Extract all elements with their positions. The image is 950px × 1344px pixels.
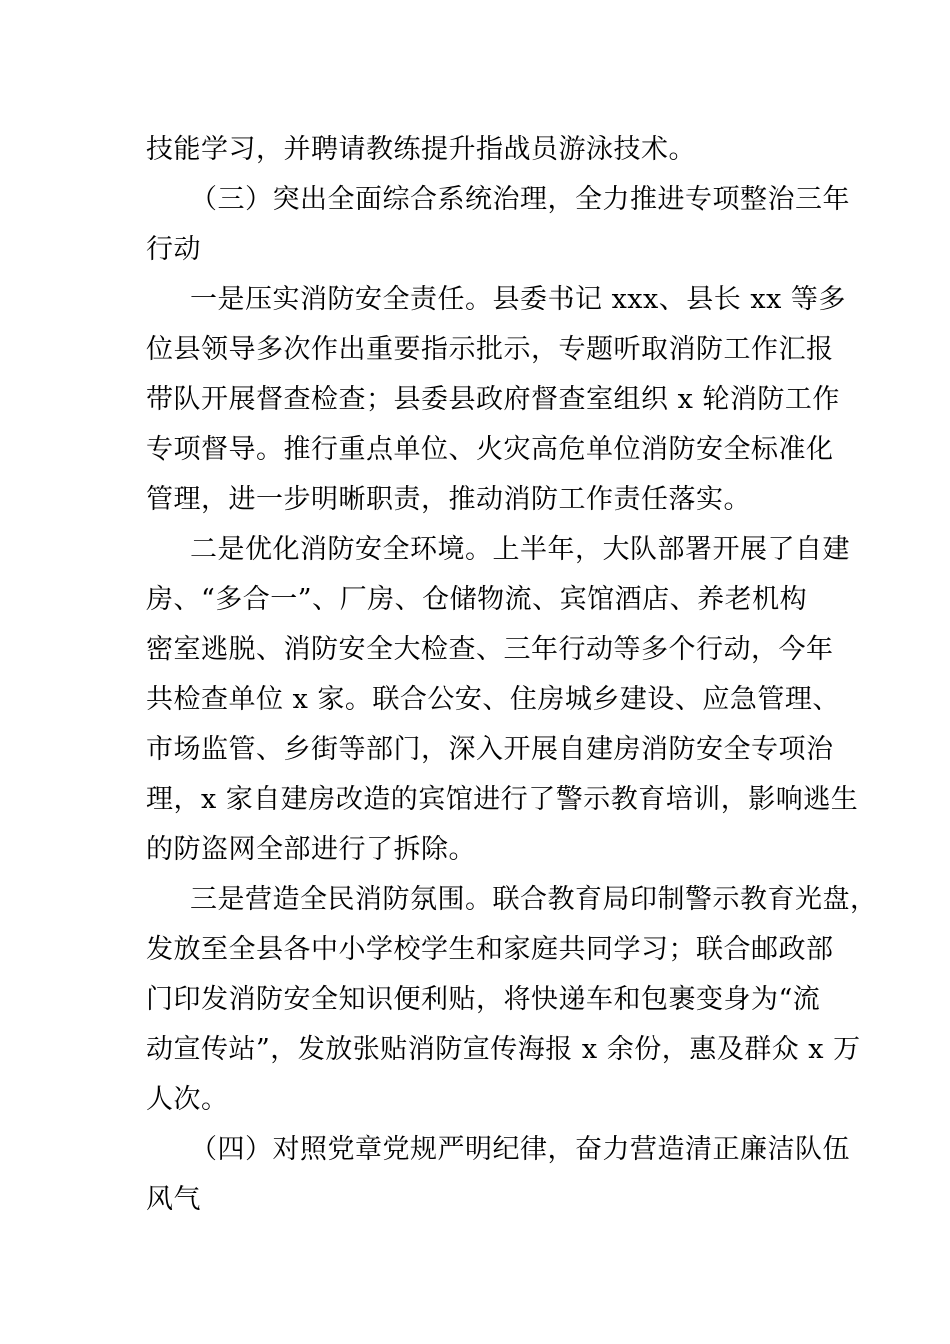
section-heading-cont: 行动 [146,234,201,265]
text-line: 人次。 [146,1084,229,1115]
text-line: 理，x 家自建房改造的宾馆进行了警示教育培训，影响逃生 [146,784,859,815]
text-line: 的防盗网全部进行了拆除。 [146,834,476,865]
text-line: 管理，进一步明晰职责，推动消防工作责任落实。 [146,484,751,515]
text-line: 房、“多合一”、厂房、仓储物流、宾馆酒店、养老机构 [146,584,808,615]
text-line: 共检查单位 x 家。联合公安、住房城乡建设、应急管理、 [146,684,840,715]
section-heading: （四）对照党章党规严明纪律，奋力营造清正廉洁队伍 [190,1134,850,1165]
text-line: 动宣传站”，发放张贴消防宣传海报 x 余份，惠及群众 x 万 [146,1034,861,1065]
text-line: 密室逃脱、消防安全大检查、三年行动等多个行动，今年 [146,634,834,665]
text-line: 市场监管、乡街等部门，深入开展自建房消防安全专项治 [146,734,834,765]
text-line: 三是营造全民消防氛围。联合教育局印制警示教育光盘， [190,884,878,915]
section-heading-cont: 风气 [146,1184,201,1215]
text-line: 专项督导。推行重点单位、火灾高危单位消防安全标准化 [146,434,834,465]
text-line: 门印发消防安全知识便利贴，将快递车和包裹变身为“流 [146,984,821,1015]
text-line: 一是压实消防安全责任。县委书记 xxx、县长 xx 等多 [190,284,846,315]
section-heading: （三）突出全面综合系统治理，全力推进专项整治三年 [190,184,850,215]
text-line: 发放至全县各中小学校学生和家庭共同学习；联合邮政部 [146,934,834,965]
text-line: 带队开展督查检查；县委县政府督查室组织 x 轮消防工作 [146,384,840,415]
text-line: 位县领导多次作出重要指示批示，专题听取消防工作汇报 [146,334,834,365]
text-line: 二是优化消防安全环境。上半年，大队部署开展了自建 [190,534,850,565]
text-line: 技能学习，并聘请教练提升指战员游泳技术。 [146,134,696,165]
